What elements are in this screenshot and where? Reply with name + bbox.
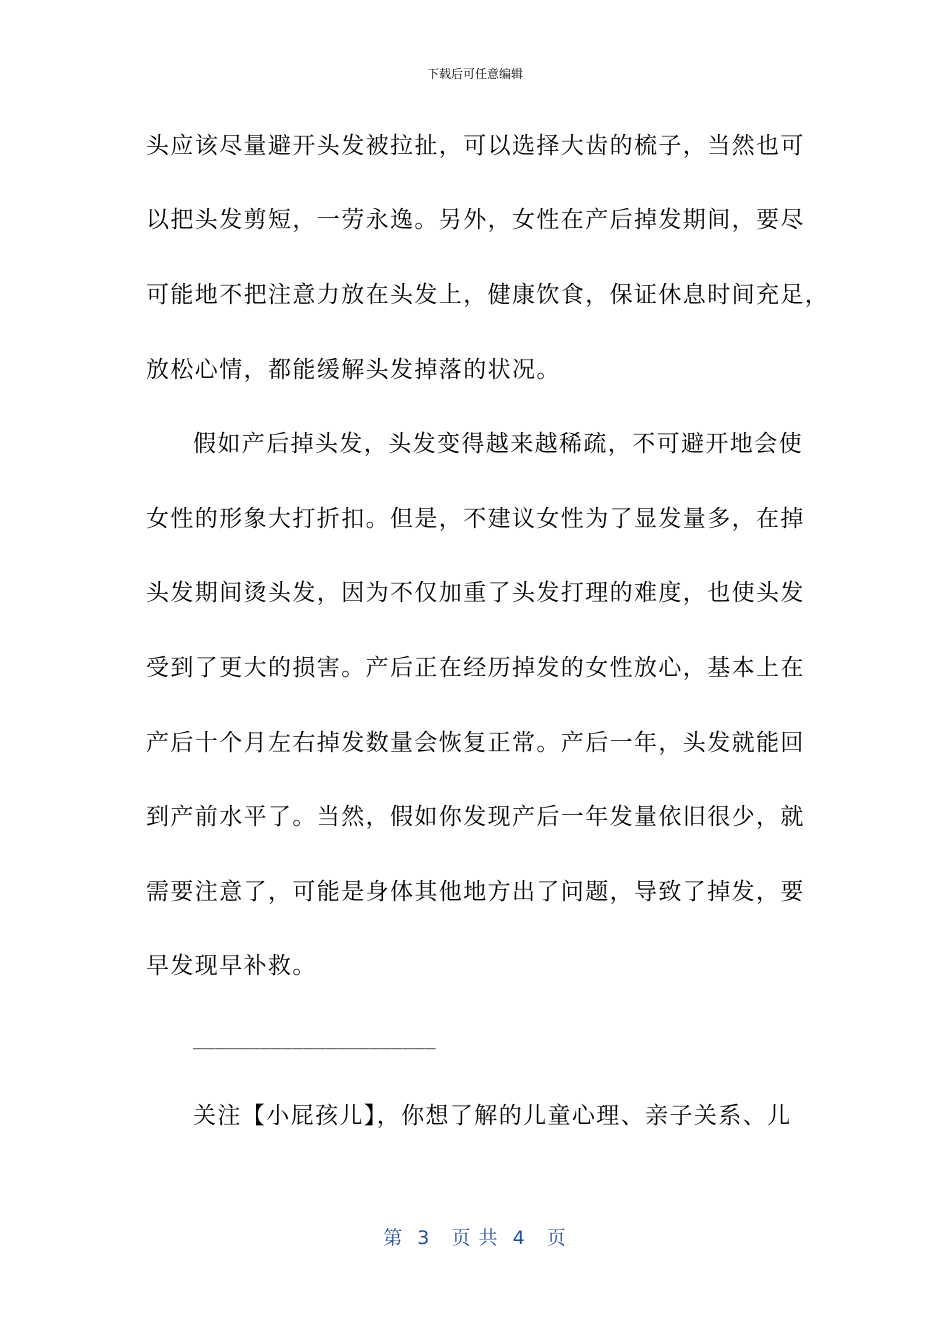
paragraph-2-line-5: 产后十个月左右掉发数量会恢复正常。产后一年，头发就能回 [146,730,805,756]
page-header: 下载后可任意编辑 [426,67,523,81]
page-footer: 第 3 页 共 4 页 [383,1227,567,1249]
paragraph-2-line-7: 需要注意了，可能是身体其他地方出了问题，导致了掉发，要 [146,879,805,905]
paragraph-1-line-4: 放松心情，都能缓解头发掉落的状况。 [146,357,561,383]
follow-paragraph: 关注【小屁孩儿】，你想了解的儿童心理、亲子关系、儿 [193,1103,792,1129]
section-divider: ______________________ [193,1029,436,1050]
paragraph-1-line-2: 以把头发剪短，一劳永逸。另外，女性在产后掉发期间，要尽 [146,207,805,233]
paragraph-1-line-1: 头应该尽量避开头发被拉扯，可以选择大齿的梳子，当然也可 [146,133,805,159]
paragraph-2-line-3: 头发期间烫头发，因为不仅加重了头发打理的难度，也使头发 [146,580,805,606]
paragraph-2-line-2: 女性的形象大打折扣。但是，不建议女性为了显发量多，在掉 [146,506,805,532]
paragraph-2-line-4: 受到了更大的损害。产后正在经历掉发的女性放心，基本上在 [146,655,805,681]
paragraph-2-line-8: 早发现早补救。 [146,953,317,979]
paragraph-2-line-6: 到产前水平了。当然，假如你发现产后一年发量依旧很少，就 [146,804,805,830]
paragraph-2-line-1: 假如产后掉头发，头发变得越来越稀疏，不可避开地会使 [193,431,803,457]
paragraph-1-line-3: 可能地不把注意力放在头发上，健康饮食，保证休息时间充足， [146,282,830,308]
